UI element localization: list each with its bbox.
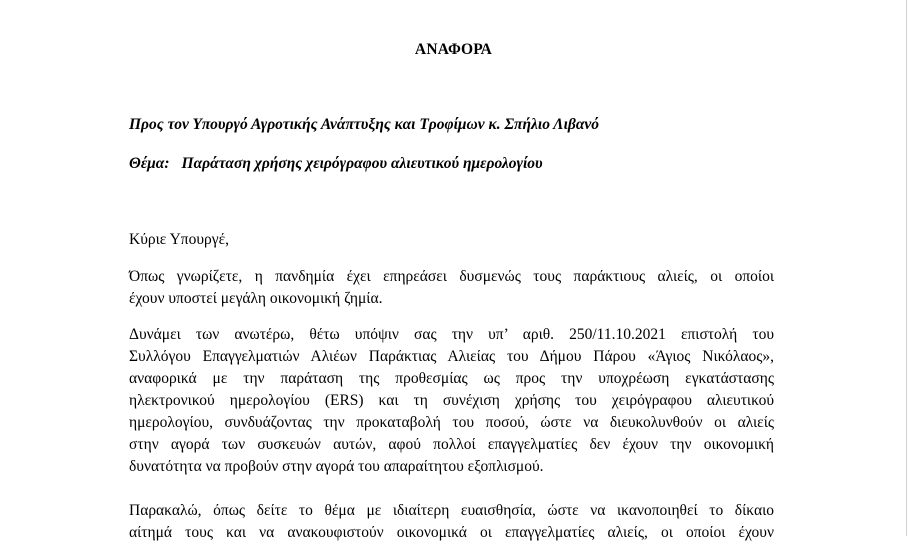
paragraph-line: στην αγορά των συσκευών αυτών, αφού πολλοί επαγγελματίες δεν έχουν την οικονομική bbox=[129, 436, 774, 453]
body-paragraph-1 bbox=[129, 266, 774, 310]
subject-line bbox=[129, 155, 543, 173]
body-paragraph-2 bbox=[129, 324, 774, 478]
paragraph-line: Συλλόγου Επαγγελματιών Αλιέων Παράκτιας Αλιείας του Δήμου Πάρου «Άγιος Νικόλαος», bbox=[129, 348, 774, 365]
paragraph-line: ηλεκτρονικού ημερολογίου (ERS) και τη συνέχιση χρήσης του χειρόγραφου αλιευτικού bbox=[129, 392, 774, 409]
paragraph-line: Δυνάμει των ανωτέρω, θέτω υπόψιν σας την υπ’ αριθ. 250/11.10.2021 επιστολή του bbox=[129, 326, 774, 343]
paragraph-line: δυνατότητα να προβούν στην αγορά του απαραίτητου εξοπλισμού. bbox=[129, 458, 544, 475]
subject-text: Παράταση χρήσης χειρόγραφου αλιευτικού ημερολογίου bbox=[181, 155, 543, 172]
paragraph-line: ημερολογίου, συνδυάζοντας την προκαταβολή του ποσού, ώστε να διευκολυνθούν οι αλιείς bbox=[129, 414, 774, 431]
salutation: Κύριε Υπουργέ, bbox=[129, 231, 229, 248]
paragraph-line: αίτημά τους και να ανακουφιστούν οικονομικά οι επαγγελματίες αλιείς, οι οποίοι έχουν bbox=[129, 524, 774, 541]
paragraph-line: αναφορικά με την παράταση της προθεσμίας ως προς την υποχρέωση εγκατάστασης bbox=[129, 370, 774, 387]
subject-label: Θέμα: bbox=[129, 155, 170, 172]
body-paragraph-3 bbox=[129, 500, 774, 544]
document-title: ΑΝΑΦΟΡΑ bbox=[414, 41, 493, 58]
paragraph-line: έχουν υποστεί μεγάλη οικονομική ζημία. bbox=[129, 290, 383, 307]
recipient-line: Προς τον Υπουργό Αγροτικής Ανάπτυξης και Τροφίμων κ. Σπήλιο Λιβανό bbox=[129, 116, 600, 133]
paragraph-line: Όπως γνωρίζετε, η πανδημία έχει επηρεάσει δυσμενώς τους παράκτιους αλιείς, οι οποίοι bbox=[129, 268, 774, 285]
paragraph-line: Παρακαλώ, όπως δείτε το θέμα με ιδιαίτερη ευαισθησία, ώστε να ικανοποιηθεί το δίκαιο bbox=[129, 502, 774, 519]
